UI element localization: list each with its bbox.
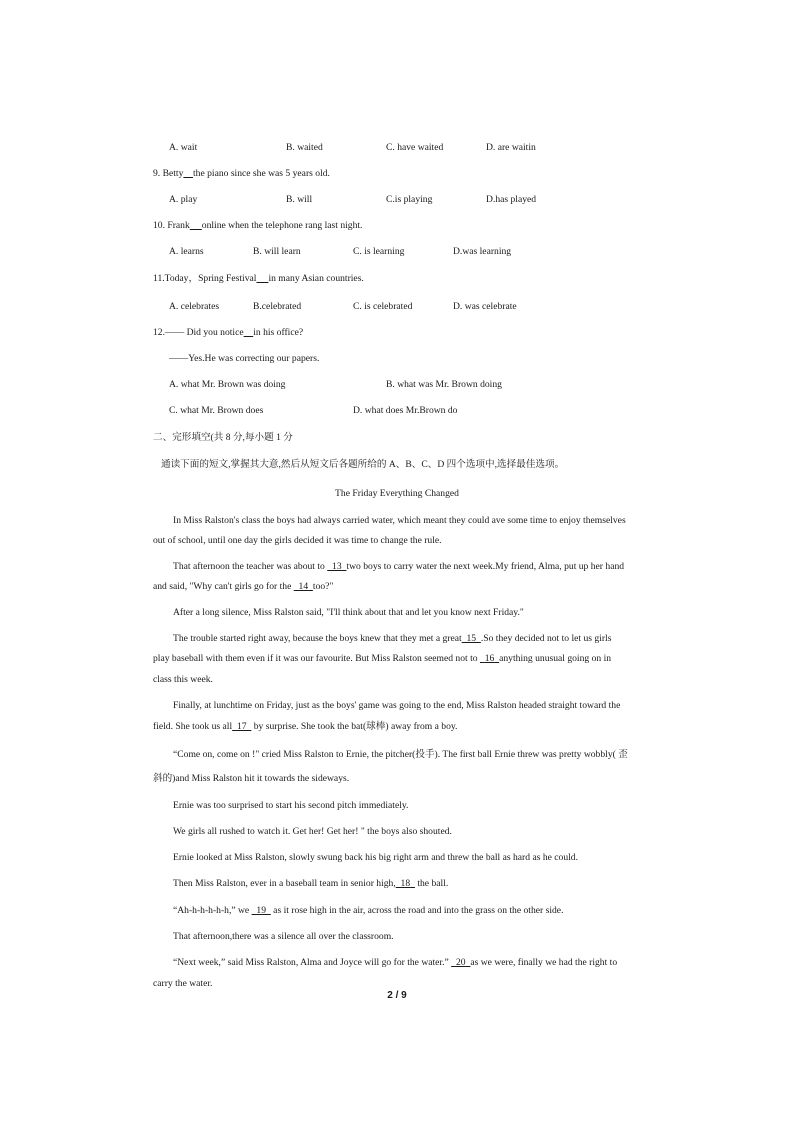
q8-option-a: A. wait [169, 142, 198, 153]
passage-line: 斜的)and Miss Ralston hit it towards the sideways. [153, 773, 350, 784]
q10-stem: 10. Frank online when the telephone rang last night. [153, 220, 363, 231]
q11-option-c: C. is celebrated [353, 301, 413, 312]
passage-line: That afternoon the teacher was about to 13 two boys to carry water the next week.My friend, Alma, put up her hand [173, 561, 625, 572]
q11-option-d: D. was celebrate [453, 301, 517, 312]
passage-line: carry the water. [153, 978, 213, 989]
q11-option-a: A. celebrates [169, 301, 220, 312]
passage-line: After a long silence, Miss Ralston said, "I'll think about that and let you know next Friday." [173, 607, 524, 618]
passage-title: The Friday Everything Changed [335, 488, 459, 499]
passage-line: and said, "Why can't girls go for the 14 too?" [153, 581, 334, 592]
q11-stem: 11.Today，Spring Festival in many Asian countries. [153, 273, 364, 284]
blank-15[interactable]: 15 [466, 633, 477, 644]
blank-20[interactable]: 20 [455, 957, 466, 968]
q10-option-b: B. will learn [253, 246, 301, 257]
passage-line: out of school, until one day the girls decided it was time to change the rule. [153, 535, 442, 546]
q12-reply: ——Yes.He was correcting our papers. [169, 353, 320, 364]
q8-option-b: B. waited [286, 142, 323, 153]
q12-option-b: B. what was Mr. Brown doing [386, 379, 502, 390]
q12-option-c: C. what Mr. Brown does [169, 405, 264, 416]
q10-option-c: C. is learning [353, 246, 405, 257]
passage-line: That afternoon,there was a silence all over the classroom. [173, 931, 394, 942]
passage-line: In Miss Ralston's class the boys had always carried water, which meant they could ave some time to enjoy themselves [173, 515, 626, 526]
passage-line: Ernie looked at Miss Ralston, slowly swung back his big right arm and threw the ball as hard as he could. [173, 852, 578, 863]
passage-line: “Come on, come on !" cried Miss Ralston to Ernie, the pitcher(投手). The first ball Ernie threw was pretty wobbly( 歪 [173, 749, 628, 760]
q12-stem: 12.—— Did you notice in his office? [153, 327, 304, 338]
section-heading: 二、完形填空(共 8 分,每小题 1 分 [153, 432, 293, 443]
blank-18[interactable]: 18 [400, 878, 411, 889]
page-number: 2 / 9 [387, 990, 407, 1001]
q10-option-a: A. learns [169, 246, 204, 257]
passage-line: The trouble started right away, because the boys knew that they met a great 15 .So they decided not to let us girls [173, 633, 612, 644]
passage-line: class this week. [153, 674, 213, 685]
blank-17[interactable]: 17 [236, 721, 247, 732]
passage-line: play baseball with them even if it was our favourite. But Miss Ralston seemed not to 16 anything unusual going on in [153, 653, 612, 664]
blank-14[interactable]: 14 [298, 581, 309, 592]
passage-line: Ernie was too surprised to start his second pitch immediately. [173, 800, 409, 811]
blank-13[interactable]: 13 [332, 561, 342, 572]
passage-line: “Next week,” said Miss Ralston, Alma and Joyce will go for the water.” 20 as we were, finally we had the right to [173, 957, 618, 968]
q12-option-d: D. what does Mr.Brown do [353, 405, 458, 416]
q9-stem: 9. Betty the piano since she was 5 years old. [153, 168, 330, 179]
passage-line: Finally, at lunchtime on Friday, just as the boys' game was going to the end, Miss Ralston headed straight toward the [173, 700, 621, 711]
section-instruction: 通读下面的短文,掌握其大意,然后从短文后各题所给的 A、B、C、D 四个选项中,选择最佳选项。 [161, 459, 565, 470]
q9-option-b: B. will [286, 194, 313, 205]
q11-option-b: B.celebrated [253, 301, 302, 312]
q9-option-c: C.is playing [386, 194, 433, 205]
q8-option-c: C. have waited [386, 142, 444, 153]
q8-option-d: D. are waitin [486, 142, 536, 153]
passage-line: Then Miss Ralston, ever in a baseball team in senior high, 18 the ball. [173, 878, 449, 889]
passage-line: “Ah-h-h-h-h-h,” we 19 as it rose high in the air, across the road and into the grass on the other side. [173, 905, 564, 916]
passage-line: We girls all rushed to watch it. Get her! Get her! " the boys also shouted. [173, 826, 452, 837]
passage-line: field. She took us all 17 by surprise. She took the bat(球棒) away from a boy. [153, 721, 458, 732]
blank-19[interactable]: 19 [256, 905, 266, 916]
blank-16[interactable]: 16 [484, 653, 495, 664]
q10-option-d: D.was learning [453, 246, 512, 257]
q9-option-a: A. play [169, 194, 198, 205]
q12-option-a: A. what Mr. Brown was doing [169, 379, 286, 390]
q9-option-d: D.has played [486, 194, 537, 205]
